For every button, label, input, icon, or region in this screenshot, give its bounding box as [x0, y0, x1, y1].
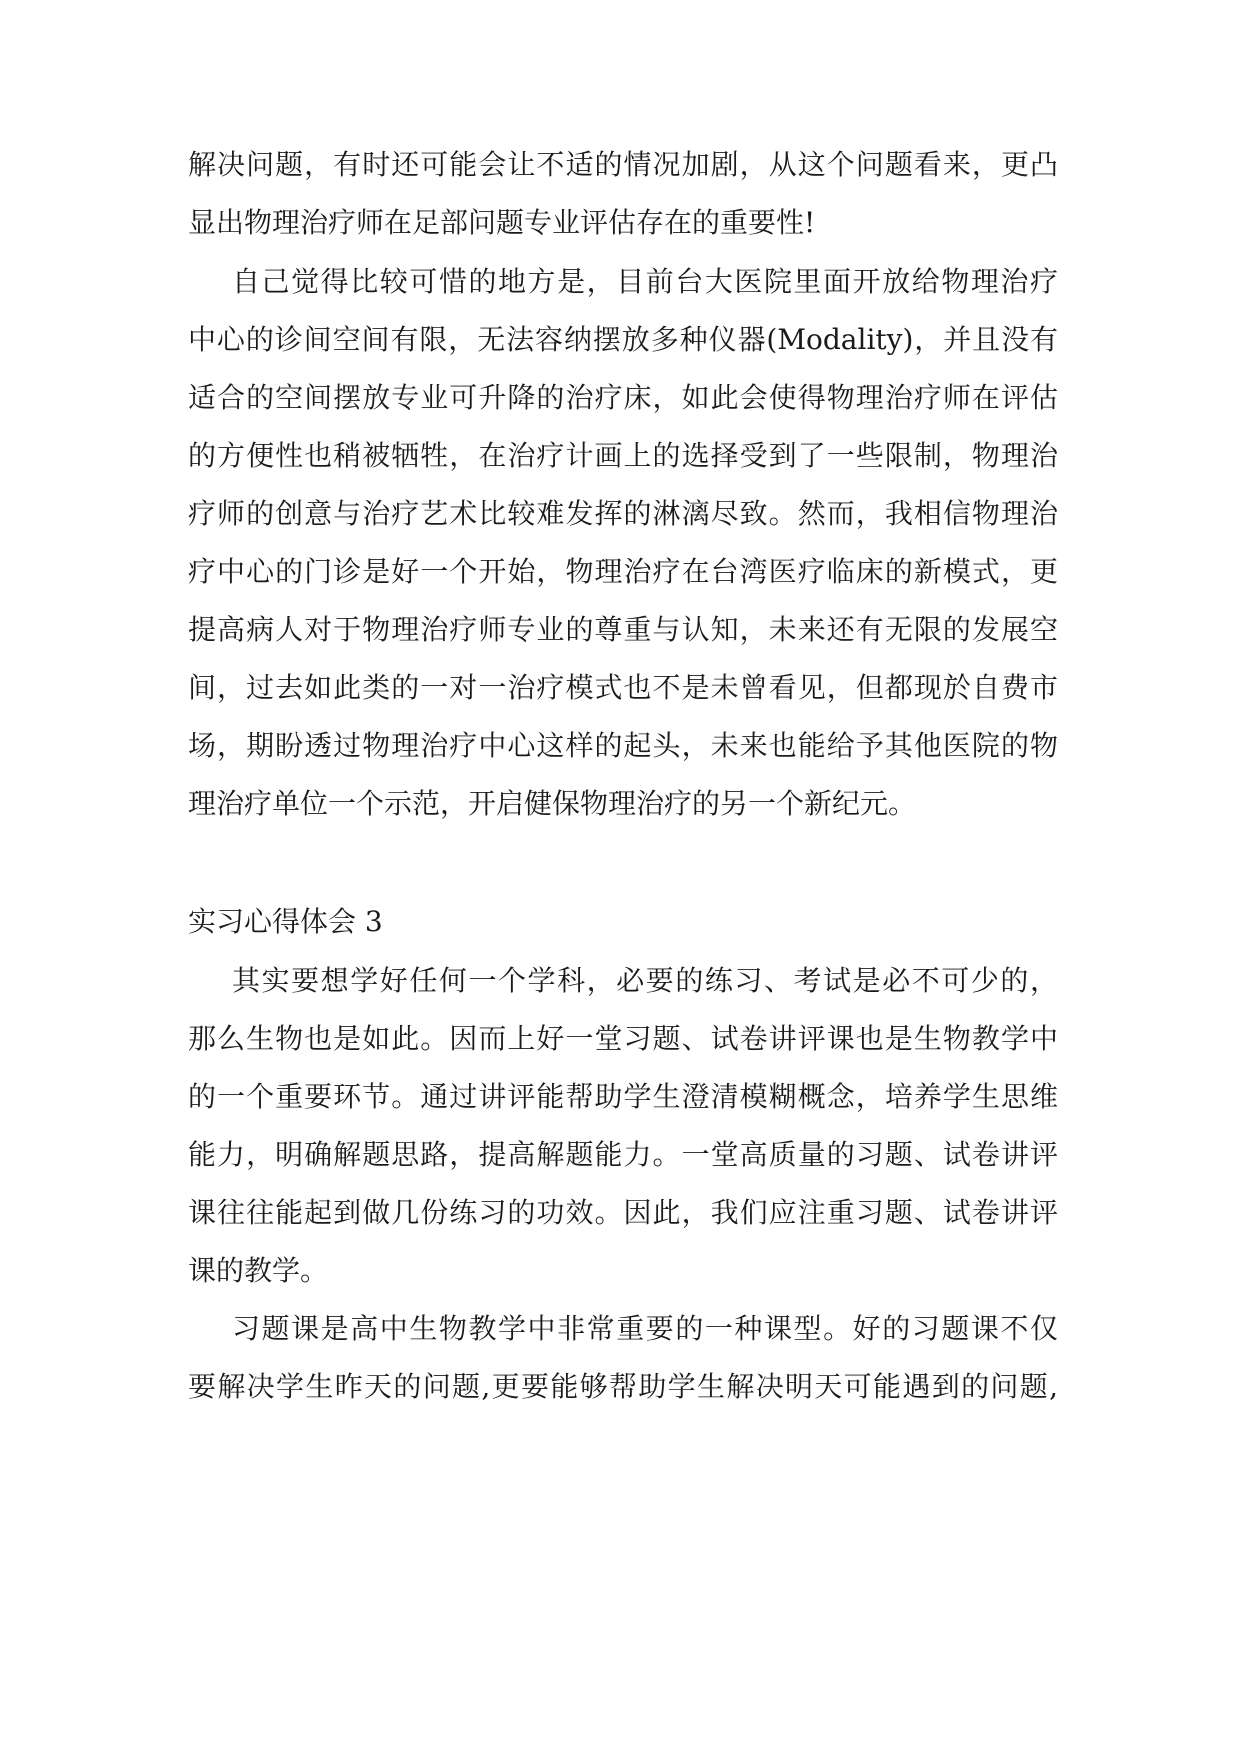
paragraph-1-line-1: 解决问题，有时还可能会让不适的情况加剧，从这个问题看来，更凸 — [188, 148, 1058, 181]
paragraph-2-line-4: 的方便性也稍被牺牲，在治疗计画上的选择受到了一些限制，物理治 — [188, 439, 1058, 472]
paragraph-3-line-6: 课的教学。 — [188, 1254, 329, 1287]
paragraph-3-line-2: 那么生物也是如此。因而上好一堂习题、试卷讲评课也是生物教学中 — [188, 1022, 1058, 1055]
paragraph-3-line-4: 能力，明确解题思路，提高解题能力。一堂高质量的习题、试卷讲评 — [188, 1138, 1058, 1171]
paragraph-3-line-3: 的一个重要环节。通过讲评能帮助学生澄清模糊概念，培养学生思维 — [188, 1080, 1058, 1113]
paragraph-2-line-3: 适合的空间摆放专业可升降的治疗床，如此会使得物理治疗师在评估 — [188, 381, 1058, 414]
paragraph-2-line-10: 理治疗单位一个示范，开启健保物理治疗的另一个新纪元。 — [188, 787, 917, 820]
paragraph-2-line-7: 提高病人对于物理治疗师专业的尊重与认知，未来还有无限的发展空 — [188, 613, 1058, 646]
paragraph-2-line-5: 疗师的创意与治疗艺术比较难发挥的淋漓尽致。然而，我相信物理治 — [188, 497, 1058, 530]
paragraph-2-line-9: 场，期盼透过物理治疗中心这样的起头，未来也能给予其他医院的物 — [188, 729, 1058, 762]
paragraph-3-line-1: 其实要想学好任何一个学科，必要的练习、考试是必不可少的， — [232, 964, 1058, 997]
section-title: 实习心得体会 3 — [188, 905, 383, 938]
paragraph-2-line-6: 疗中心的门诊是好一个开始，物理治疗在台湾医疗临床的新模式，更 — [188, 555, 1058, 588]
paragraph-4-line-2: 要解决学生昨天的问题,更要能够帮助学生解决明天可能遇到的问题, — [188, 1370, 1058, 1403]
paragraph-4-line-1: 习题课是高中生物教学中非常重要的一种课型。好的习题课不仅 — [232, 1312, 1058, 1345]
paragraph-2-line-8: 间，过去如此类的一对一治疗模式也不是未曾看见，但都现於自费市 — [188, 671, 1058, 704]
paragraph-3-line-5: 课往往能起到做几份练习的功效。因此，我们应注重习题、试卷讲评 — [188, 1196, 1058, 1229]
paragraph-2-line-1: 自己觉得比较可惜的地方是，目前台大医院里面开放给物理治疗 — [232, 265, 1058, 298]
paragraph-1-line-2: 显出物理治疗师在足部问题专业评估存在的重要性! — [188, 206, 816, 239]
paragraph-2-line-2: 中心的诊间空间有限，无法容纳摆放多种仪器(Modality)，并且没有 — [188, 323, 1058, 356]
